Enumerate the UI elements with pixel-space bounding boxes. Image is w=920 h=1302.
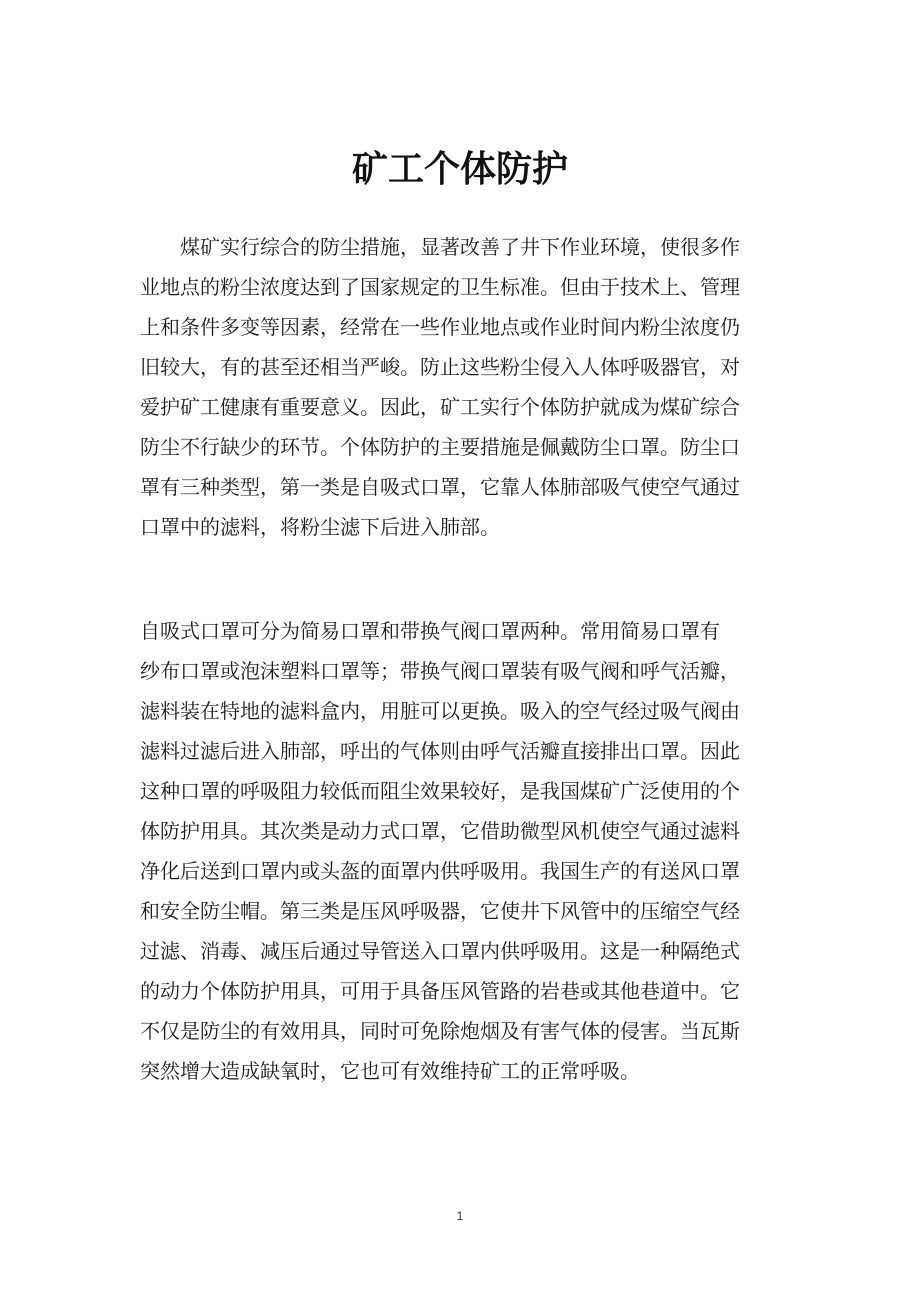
text-line: 体防护用具。其次类是动力式口罩，它借助微型风机使空气通过滤料 <box>140 819 740 843</box>
text-line: 滤料装在特地的滤料盒内，用脏可以更换。吸入的空气经过吸气阀由 <box>140 699 740 723</box>
page-number: 1 <box>456 1209 464 1223</box>
text-line: 煤矿实行综合的防尘措施，显著改善了井下作业环境，使很多作 <box>140 235 740 259</box>
page-title: 矿工个体防护 <box>351 148 568 190</box>
text-line: 净化后送到口罩内或头盔的面罩内供呼吸用。我国生产的有送风口罩 <box>140 859 740 883</box>
text-line: 口罩中的滤料，将粉尘滤下后进入肺部。 <box>140 515 500 539</box>
text-line: 过滤、消毒、减压后通过导管送入口罩内供呼吸用。这是一种隔绝式 <box>140 939 740 963</box>
text-line: 罩有三种类型，第一类是自吸式口罩，它靠人体肺部吸气使空气通过 <box>140 475 740 499</box>
text-line: 业地点的粉尘浓度达到了国家规定的卫生标准。但由于技术上、管理 <box>140 275 740 299</box>
text-line: 自吸式口罩可分为简易口罩和带换气阀口罩两种。常用简易口罩有 <box>140 619 720 643</box>
text-line: 和安全防尘帽。第三类是压风呼吸器，它使井下风管中的压缩空气经 <box>140 899 740 923</box>
text-line: 滤料过滤后进入肺部，呼出的气体则由呼气活瓣直接排出口罩。因此 <box>140 739 740 763</box>
text-line: 旧较大，有的甚至还相当严峻。防止这些粉尘侵入人体呼吸器官，对 <box>140 355 740 379</box>
text-line: 防尘不行缺少的环节。个体防护的主要措施是佩戴防尘口罩。防尘口 <box>140 435 740 459</box>
text-line: 的动力个体防护用具，可用于具备压风管路的岩巷或其他巷道中。它 <box>140 979 740 1003</box>
text-line: 纱布口罩或泡沫塑料口罩等；带换气阀口罩装有吸气阀和呼气活瓣， <box>140 659 740 683</box>
text-line: 这种口罩的呼吸阻力较低而阻尘效果较好，是我国煤矿广泛使用的个 <box>140 779 740 803</box>
text-line: 突然增大造成缺氧时，它也可有效维持矿工的正常呼吸。 <box>140 1059 640 1083</box>
text-line: 不仅是防尘的有效用具，同时可免除炮烟及有害气体的侵害。当瓦斯 <box>140 1019 740 1043</box>
text-line: 上和条件多变等因素，经常在一些作业地点或作业时间内粉尘浓度仍 <box>140 315 740 339</box>
paragraph-2 <box>140 611 784 1091</box>
text-line: 爱护矿工健康有重要意义。因此，矿工实行个体防护就成为煤矿综合 <box>140 395 740 419</box>
paragraph-1 <box>140 227 784 547</box>
